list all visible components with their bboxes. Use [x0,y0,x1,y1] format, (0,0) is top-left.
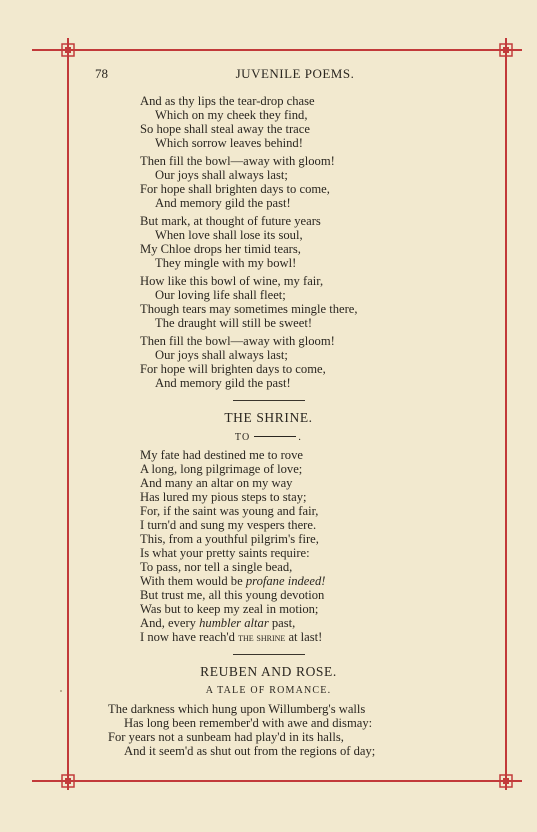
poem-title: REUBEN AND ROSE. [200,664,337,679]
dedication-label: TO [234,432,251,443]
verse-text: past, [268,616,296,630]
verse-line: For years not a sunbeam had play'd in its halls, [108,730,344,744]
verse-line: So hope shall steal away the trace [140,122,310,136]
verse-line: And memory gild the past! [155,376,291,390]
verse-line: This, from a youthful pilgrim's fire, [140,532,319,546]
verse-line: Our loving life shall fleet; [155,288,286,302]
corner-ornament-icon [60,773,76,789]
verse-text: at last! [285,630,323,644]
verse-line: For hope will brighten days to come, [140,362,326,376]
section-divider [233,400,305,401]
italic-phrase: profane indeed! [245,574,326,588]
verse-line: Though tears may sometimes mingle there, [140,302,358,316]
page-number: 78 [95,66,108,81]
verse-line: I turn'd and sung my vespers there. [140,518,317,532]
dedication-blank [254,436,296,437]
verse-line: Has lured my pious steps to stay; [140,490,307,504]
verse-line: But mark, at thought of future years [140,214,321,228]
verse-line [140,630,322,645]
verse-line: And as thy lips the tear-drop chase [140,94,315,108]
verse-line: Then fill the bowl—away with gloom! [140,154,335,168]
dedication: TO . [234,432,303,443]
verse-line: They mingle with my bowl! [155,256,297,270]
verse-line: To pass, nor tell a single bead, [140,560,293,574]
verse-line: A long, long pilgrimage of love; [140,462,303,476]
verse-line: Then fill the bowl—away with gloom! [140,334,335,348]
page-header [95,66,475,86]
verse-line: How like this bowl of wine, my fair, [140,274,324,288]
running-title: JUVENILE POEMS. [235,66,355,81]
verse-line: The darkness which hung upon Willumberg's walls [108,702,366,716]
verse-line [140,574,325,588]
verse-line: But trust me, all this young devotion [140,588,325,602]
verse-line: My Chloe drops her timid tears, [140,242,301,256]
verse-line: Is what your pretty saints require: [140,546,310,560]
italic-phrase: humbler altar [199,616,269,630]
verse-line: For, if the saint was young and fair, [140,504,319,518]
verse-line: Was but to keep my zeal in motion; [140,602,319,616]
verse-line [140,616,295,630]
verse-line: For hope shall brighten days to come, [140,182,330,196]
corner-ornament-icon [60,42,76,58]
verse-line: And it seem'd as shut out from the regions of day; [124,744,376,758]
verse-line: My fate had destined me to rove [140,448,303,462]
verse-line: Has long been remember'd with awe and dismay: [124,716,373,730]
poem-title: THE SHRINE. [224,410,313,425]
verse-line: And memory gild the past! [155,196,291,210]
border-bottom-rule [32,780,522,782]
verse-line: When love shall lose its soul, [155,228,303,242]
verse-line: Our joys shall always last; [155,168,288,182]
verse-line: And many an altar on my way [140,476,293,490]
corner-ornament-icon [498,773,514,789]
verse-text: With them would be [140,574,243,588]
verse-text: And, every [140,616,196,630]
verse-line: Which sorrow leaves behind! [155,136,303,150]
corner-ornament-icon [498,42,514,58]
verse-line: The draught will still be sweet! [155,316,313,330]
verse-line: Our joys shall always last; [155,348,288,362]
border-top-rule [32,49,522,51]
poem-subtitle: A TALE OF ROMANCE. [205,685,332,696]
verse-text: I now have reach'd [140,630,235,644]
section-divider [233,654,305,655]
verse-line: Which on my cheek they find, [155,108,308,122]
small-caps-phrase: the shrine [238,632,286,644]
